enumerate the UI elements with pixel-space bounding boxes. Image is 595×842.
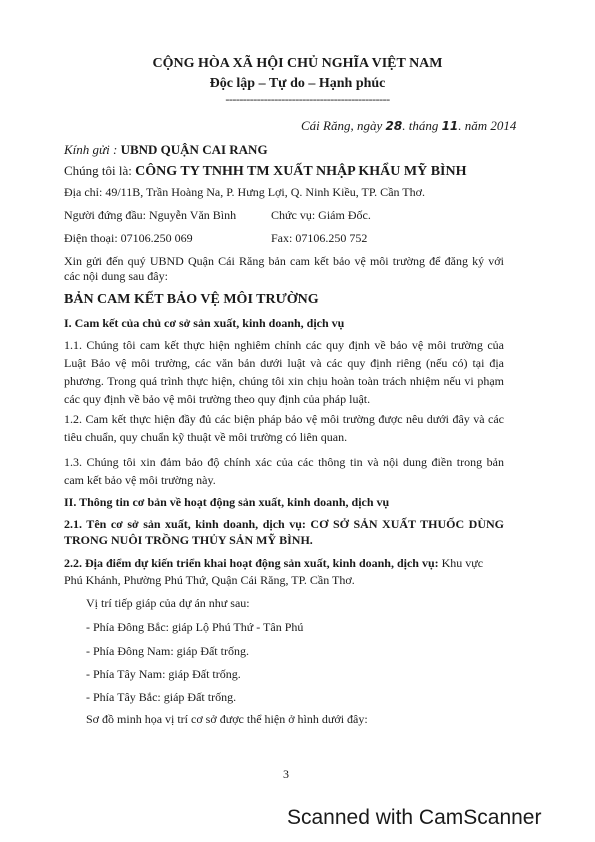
company-phone: Điện thoại: 07106.250 069 (64, 231, 193, 245)
adjacent-northeast: - Phía Đông Bắc: giáp Lộ Phú Thứ - Tân Phú (86, 620, 304, 634)
header-divider: ----------------------------------------------- (225, 92, 390, 106)
request-line-1: Xin gửi đến quý UBND Quận Cái Răng bản cam kết bảo vệ môi trường để đăng ký với (64, 254, 504, 268)
company-fax: Fax: 07106.250 752 (271, 231, 368, 245)
company-intro: Chúng tôi là: (64, 163, 132, 178)
adjacent-northwest: - Phía Tây Bắc: giáp Đất trống. (86, 690, 237, 704)
date-day: 28 (385, 119, 403, 133)
company-position: Chức vụ: Giám Đốc. (271, 208, 371, 222)
date-year: năm 2014 (464, 118, 517, 133)
recipient-label: Kính gửi : (64, 142, 118, 157)
date-month: 11 (441, 119, 459, 133)
request-line-2: các nội dung sau đây: (64, 269, 168, 283)
company-address: Địa chỉ: 49/11B, Trần Hoàng Na, P. Hưng Lợi, Q. Ninh Kiều, TP. Cần Thơ. (64, 185, 425, 199)
section-2-1-line-2: TRONG NUÔI TRỒNG THỦY SẢN MỸ BÌNH. (64, 533, 313, 547)
section-1-1-line-3: phương. Trong quá trình thực hiện, chúng tôi xin chịu hoàn toàn trách nhiệm nếu vi phạm (64, 374, 504, 388)
adjacent-intro: Vị trí tiếp giáp của dự án như sau: (86, 596, 250, 610)
company-line (64, 163, 467, 180)
page-number: 3 (283, 767, 289, 781)
recipient-line (64, 142, 268, 158)
commitment-title: BẢN CAM KẾT BẢO VỆ MÔI TRƯỜNG (64, 292, 319, 307)
adjacent-southeast: - Phía Đông Nam: giáp Đất trống. (86, 644, 249, 658)
section-2-title: II. Thông tin cơ bản về hoạt động sản xuất, kinh doanh, dịch vụ (64, 495, 390, 509)
section-1-2-line-2: tiêu chuẩn, quy chuẩn kỹ thuật về môi trường có liên quan. (64, 430, 348, 444)
section-1-3-line-2: cam kết bảo vệ môi trường này. (64, 473, 216, 487)
section-2-2-line-1 (64, 556, 483, 571)
national-motto: Độc lập – Tự do – Hạnh phúc (209, 76, 386, 91)
section-2-2-label: 2.2. Địa điểm dự kiến triển khai hoạt động sản xuất, kinh doanh, dịch vụ: (64, 556, 439, 570)
section-1-1-line-2: Luật Bảo vệ môi trường, các văn bản dưới luật và các quy định riêng (nếu có) tại địa (64, 356, 504, 370)
section-1-2-line-1: 1.2. Cam kết thực hiện đầy đủ các biện pháp bảo vệ môi trường được nêu dưới đây và các (64, 412, 504, 426)
document-date: Cái Răng, ngày 28. tháng 11. năm 2014 (301, 118, 517, 133)
camscanner-watermark: Scanned with CamScanner (287, 806, 542, 829)
date-place: Cái Răng, ngày (301, 118, 383, 133)
section-2-2-line-2: Phú Khánh, Phường Phú Thứ, Quận Cái Răng, TP. Cần Thơ. (64, 573, 355, 587)
company-representative: Người đứng đầu: Nguyễn Văn Bình (64, 208, 237, 222)
recipient-name: UBND QUẬN CAI RANG (120, 142, 268, 157)
date-month-label: tháng (408, 118, 439, 133)
section-2-1-line-1: 2.1. Tên cơ sở sản xuất, kinh doanh, dịch vụ: CƠ SỞ SẢN XUẤT THUỐC DÙNG (64, 517, 504, 531)
section-2-2-value-start: Khu vực (441, 556, 484, 570)
adjacent-southwest: - Phía Tây Nam: giáp Đất trống. (86, 667, 241, 681)
company-name: CÔNG TY TNHH TM XUẤT NHẬP KHẨU MỸ BÌNH (135, 164, 467, 179)
section-1-3-line-1: 1.3. Chúng tôi xin đảm bảo độ chính xác của các thông tin và nội dung điền trong bản (64, 455, 504, 469)
section-1-1-line-4: các quy định về bảo vệ môi trường theo quy định của pháp luật. (64, 392, 371, 406)
national-title: CỘNG HÒA XÃ HỘI CHỦ NGHĨA VIỆT NAM (152, 56, 443, 71)
section-1-title: I. Cam kết của chủ cơ sở sản xuất, kinh doanh, dịch vụ (64, 316, 345, 330)
section-1-1-line-1: 1.1. Chúng tôi cam kết thực hiện nghiêm chỉnh các quy định về bảo vệ môi trường của (64, 338, 504, 352)
diagram-note: Sơ đồ minh họa vị trí cơ sở được thể hiện ở hình dưới đây: (86, 712, 368, 726)
